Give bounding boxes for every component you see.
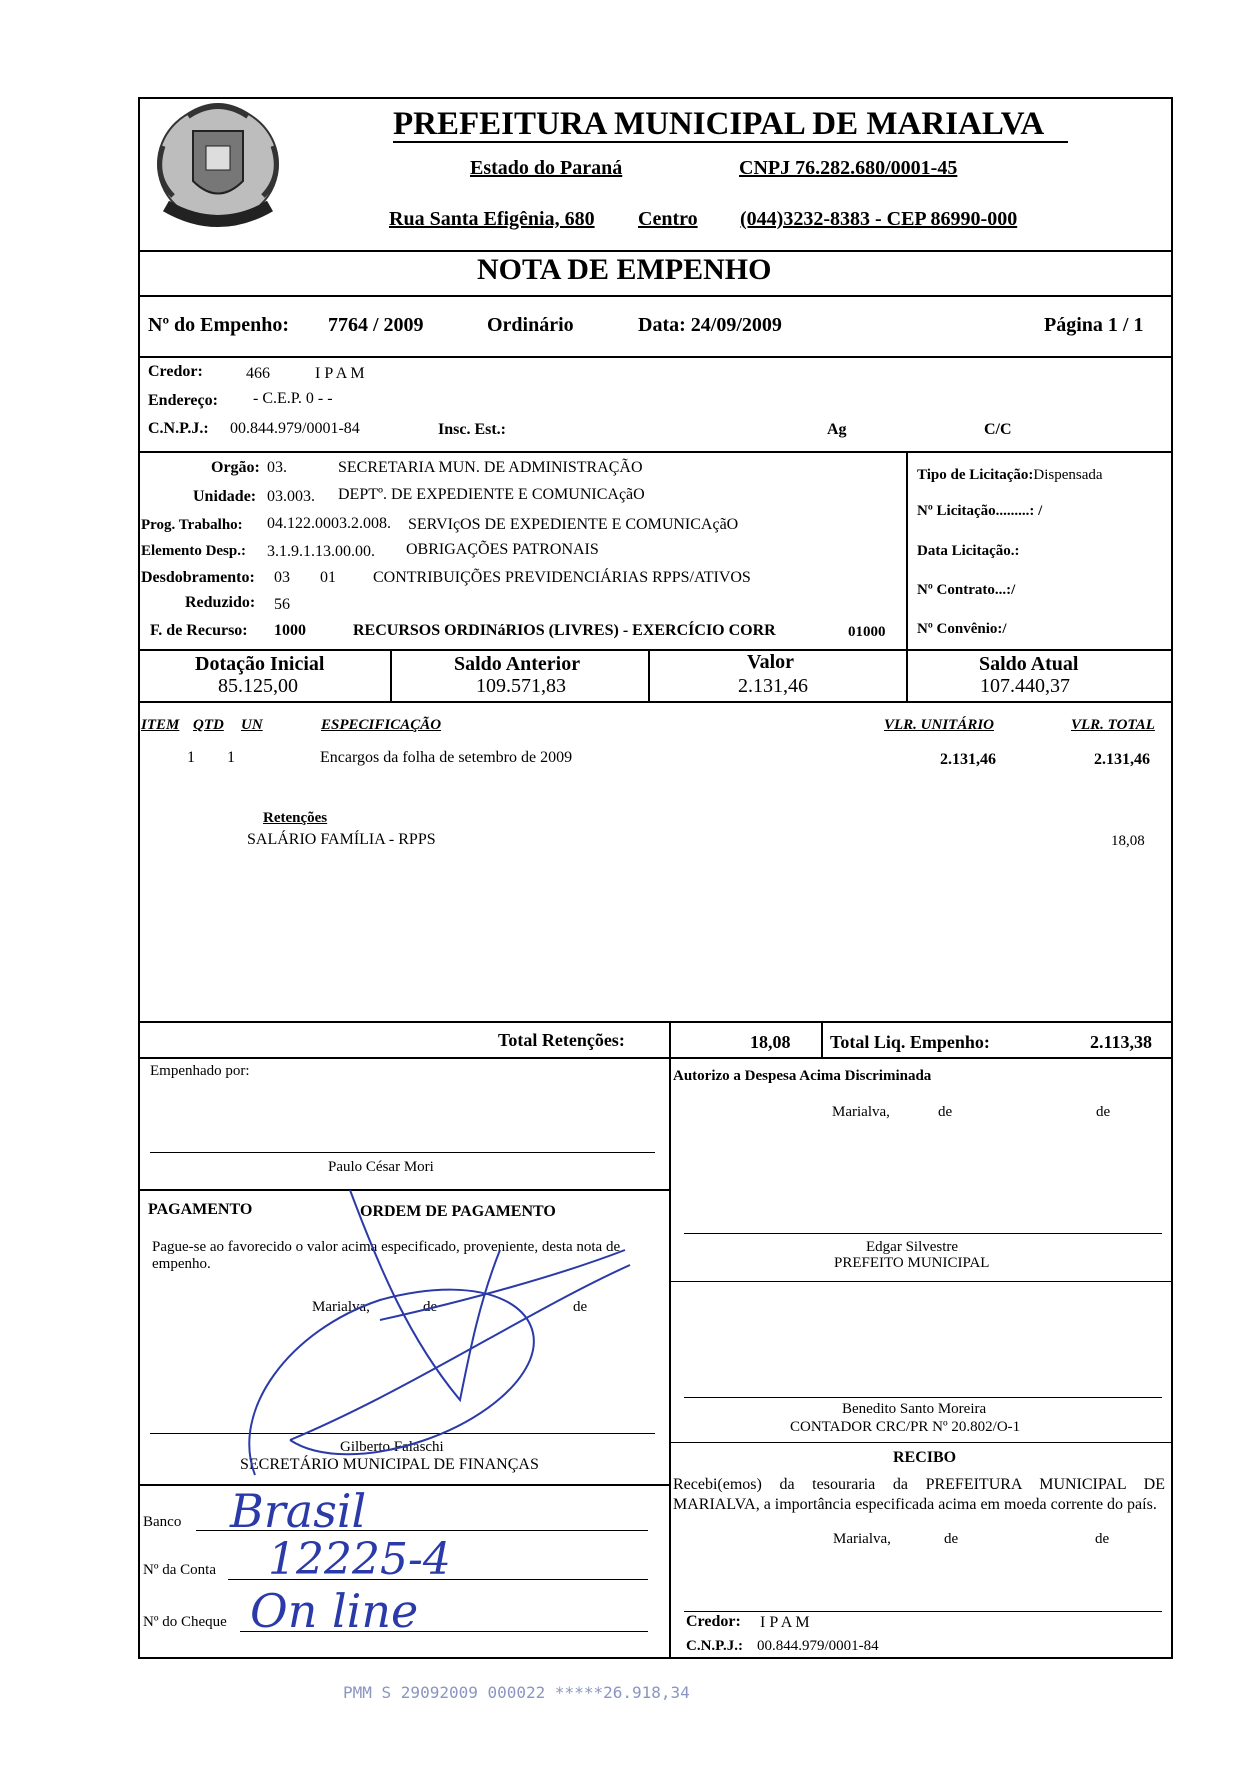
divider <box>138 649 1173 651</box>
conta-handwritten: 12225-4 <box>268 1534 451 1585</box>
divider <box>648 649 650 701</box>
licitacao-type: Tipo de Licitação:Dispensada <box>917 467 1103 483</box>
valor-label: Valor <box>747 651 795 673</box>
item-qty: 1 <box>227 749 235 766</box>
prog-label: Prog. Trabalho: <box>141 517 243 533</box>
divider <box>669 1442 1173 1443</box>
ordem-pagamento-title: ORDEM DE PAGAMENTO <box>360 1203 556 1220</box>
valor-value: 2.131,46 <box>738 675 808 697</box>
saldo-atual-value: 107.440,37 <box>980 675 1070 697</box>
cnpj-value: 00.844.979/0001-84 <box>230 420 360 437</box>
unidade-label: Unidade: <box>193 488 257 505</box>
autorizo-city: Marialva, <box>832 1104 890 1120</box>
convenio-number: Nº Convênio:/ <box>917 621 1007 637</box>
elemento-label: Elemento Desp.: <box>141 543 246 559</box>
col-qtd: QTD <box>193 717 224 733</box>
licitacao-date: Data Licitação.: <box>917 543 1020 559</box>
credor-code: 466 <box>246 365 270 382</box>
recibo-cnpj-value: 00.844.979/0001-84 <box>757 1638 879 1654</box>
autorizo-de1: de <box>938 1104 953 1120</box>
insc-est-label: Insc. Est.: <box>438 421 507 438</box>
divider <box>669 1057 671 1659</box>
item-description: Encargos da folha de setembro de 2009 <box>320 749 573 766</box>
recibo-credor-label: Credor: <box>686 1613 741 1630</box>
orgao-name: SECRETARIA MUN. DE ADMINISTRAÇÃO <box>338 459 643 476</box>
secretario-cargo: SECRETÁRIO MUNICIPAL DE FINANÇAS <box>240 1456 539 1473</box>
divider <box>138 1021 1173 1023</box>
retencao-value: 18,08 <box>1111 833 1145 849</box>
col-item: ITEM <box>141 717 180 733</box>
prefeito-nome: Edgar Silvestre <box>866 1239 959 1255</box>
phone-cep-text: (044)3232-8383 - CEP 86990-000 <box>740 208 1018 230</box>
divider <box>138 701 1173 703</box>
divider <box>906 649 908 701</box>
pagamento-de1: de <box>423 1299 438 1315</box>
desdobramento-code1: 03 <box>274 569 290 586</box>
prefeito-cargo: PREFEITO MUNICIPAL <box>834 1255 990 1271</box>
divider <box>669 1021 671 1057</box>
cnpj-text: CNPJ 76.282.680/0001-45 <box>739 157 958 179</box>
cnpj-label: C.N.P.J.: <box>148 420 209 437</box>
orgao-code: 03. <box>267 459 287 476</box>
banco-label: Banco <box>143 1514 182 1530</box>
elemento-name: OBRIGAÇÕES PATRONAIS <box>406 541 599 558</box>
recurso-label: F. de Recurso: <box>150 622 248 639</box>
col-un: UN <box>241 717 263 733</box>
signature-line <box>684 1611 1162 1612</box>
empenhado-por-label: Empenhado por: <box>150 1063 250 1079</box>
desdobramento-name: CONTRIBUIÇÕES PREVIDENCIÁRIAS RPPS/ATIVOS <box>373 569 751 586</box>
autorizo-de2: de <box>1096 1104 1111 1120</box>
agency-label: Ag <box>827 421 847 438</box>
state-text: Estado do Paraná <box>470 157 623 179</box>
credor-label: Credor: <box>148 363 203 380</box>
recibo-cnpj-label: C.N.P.J.: <box>686 1638 743 1654</box>
col-vlr-unitario: VLR. UNITÁRIO <box>884 717 995 733</box>
district-text: Centro <box>638 208 698 230</box>
empenho-date: Data: 24/09/2009 <box>638 314 782 336</box>
col-vlr-total: VLR. TOTAL <box>1071 717 1155 733</box>
retencoes-label: Retenções <box>263 810 328 826</box>
divider <box>138 356 1173 358</box>
pagamento-text: Pague-se ao favorecido o valor acima especificado, proveniente, desta nota de empenho. <box>152 1239 621 1272</box>
saldo-anterior-label: Saldo Anterior <box>454 653 581 675</box>
reduzido-value: 56 <box>274 596 290 613</box>
document-title: NOTA DE EMPENHO <box>477 253 772 286</box>
divider <box>138 1057 1173 1059</box>
divider <box>821 1021 823 1057</box>
address-label: Endereço: <box>148 392 218 409</box>
contador-cargo: CONTADOR CRC/PR Nº 20.802/O-1 <box>790 1419 1021 1435</box>
divider <box>390 649 392 701</box>
total-liquido-value: 2.113,38 <box>1090 1032 1153 1052</box>
empenho-number: 7764 / 2009 <box>328 314 424 336</box>
conta-label: Nº da Conta <box>143 1562 216 1578</box>
recurso-number: 01000 <box>848 624 886 640</box>
page-number: Página 1 / 1 <box>1044 314 1144 336</box>
pagamento-de2: de <box>573 1299 588 1315</box>
secretario-nome: Gilberto Falaschi <box>340 1439 444 1455</box>
pagamento-city: Marialva, <box>312 1299 370 1315</box>
account-label: C/C <box>984 421 1012 438</box>
dotacao-inicial-value: 85.125,00 <box>218 675 298 697</box>
recurso-name: RECURSOS ORDINáRIOS (LIVRES) - EXERCÍCIO CORR <box>353 622 776 639</box>
pagamento-label: PAGAMENTO <box>148 1201 253 1218</box>
contrato-number: Nº Contrato...:/ <box>917 582 1016 598</box>
footer-stamp: PMM S 29092009 000022 *****26.918,34 <box>343 1683 690 1702</box>
item-total-value: 2.131,46 <box>1094 751 1150 768</box>
cheque-label: Nº do Cheque <box>143 1614 227 1630</box>
divider <box>138 1484 669 1486</box>
total-retencoes-value: 18,08 <box>750 1032 791 1052</box>
divider <box>906 451 908 649</box>
recurso-code: 1000 <box>274 622 306 639</box>
desdobramento-code2: 01 <box>320 569 336 586</box>
signature-line <box>684 1233 1162 1234</box>
address-value: - C.E.P. 0 - - <box>253 390 333 407</box>
elemento-code: 3.1.9.1.13.00.00. <box>267 543 375 560</box>
recibo-city: Marialva, <box>833 1531 891 1547</box>
orgao-label: Orgão: <box>211 459 260 476</box>
contador-nome: Benedito Santo Moreira <box>842 1401 987 1417</box>
empenho-type: Ordinário <box>487 314 574 336</box>
col-especificacao: ESPECIFICAÇÃO <box>321 717 442 733</box>
page-title: PREFEITURA MUNICIPAL DE MARIALVA <box>393 106 1045 142</box>
signature-scribble-icon <box>230 1190 650 1480</box>
licitacao-number: Nº Licitação.........: / <box>917 503 1043 519</box>
cheque-handwritten: On line <box>250 1584 419 1638</box>
prog-code: 04.122.0003.2.008. <box>267 515 391 532</box>
item-unit-value: 2.131,46 <box>940 751 996 768</box>
saldo-atual-label: Saldo Atual <box>979 653 1079 675</box>
dotacao-inicial-label: Dotação Inicial <box>195 653 325 675</box>
total-liquido-label: Total Liq. Empenho: <box>830 1032 990 1052</box>
autorizo-text: Autorizo a Despesa Acima Discriminada <box>673 1068 932 1084</box>
divider <box>138 250 1173 252</box>
item-number: 1 <box>187 749 195 766</box>
saldo-anterior-value: 109.571,83 <box>476 675 566 697</box>
unidade-name: DEPTº. DE EXPEDIENTE E COMUNICAçãO <box>338 486 645 503</box>
banco-handwritten: Brasil <box>230 1484 367 1538</box>
reduzido-label: Reduzido: <box>185 594 256 611</box>
divider <box>138 451 1173 453</box>
signature-line <box>684 1397 1162 1398</box>
recibo-title: RECIBO <box>893 1449 957 1466</box>
recibo-de1: de <box>944 1531 959 1547</box>
total-retencoes-label: Total Retenções: <box>498 1030 625 1050</box>
coat-of-arms-icon <box>148 96 290 236</box>
recibo-text: Recebi(emos) da tesouraria da PREFEITURA MUNICIPAL DE MARIALVA, a importância especificada acima em moeda corrente do país. <box>673 1476 1165 1513</box>
empenho-number-label: Nº do Empenho: <box>148 314 290 336</box>
recibo-de2: de <box>1095 1531 1110 1547</box>
unidade-code: 03.003. <box>267 488 315 505</box>
prog-name: SERVIçOS DE EXPEDIENTE E COMUNICAçãO <box>408 516 739 533</box>
signature-line <box>150 1152 655 1153</box>
divider <box>669 1281 1173 1282</box>
empenhado-nome: Paulo César Mori <box>328 1159 434 1175</box>
recibo-credor-name: I P A M <box>760 1614 810 1631</box>
credor-name: I P A M <box>315 365 365 382</box>
desdobramento-label: Desdobramento: <box>141 569 255 586</box>
retencao-name: SALÁRIO FAMÍLIA - RPPS <box>247 831 436 848</box>
divider <box>138 295 1173 297</box>
address-text: Rua Santa Efigênia, 680 <box>389 208 595 230</box>
title-underline <box>393 141 1068 143</box>
